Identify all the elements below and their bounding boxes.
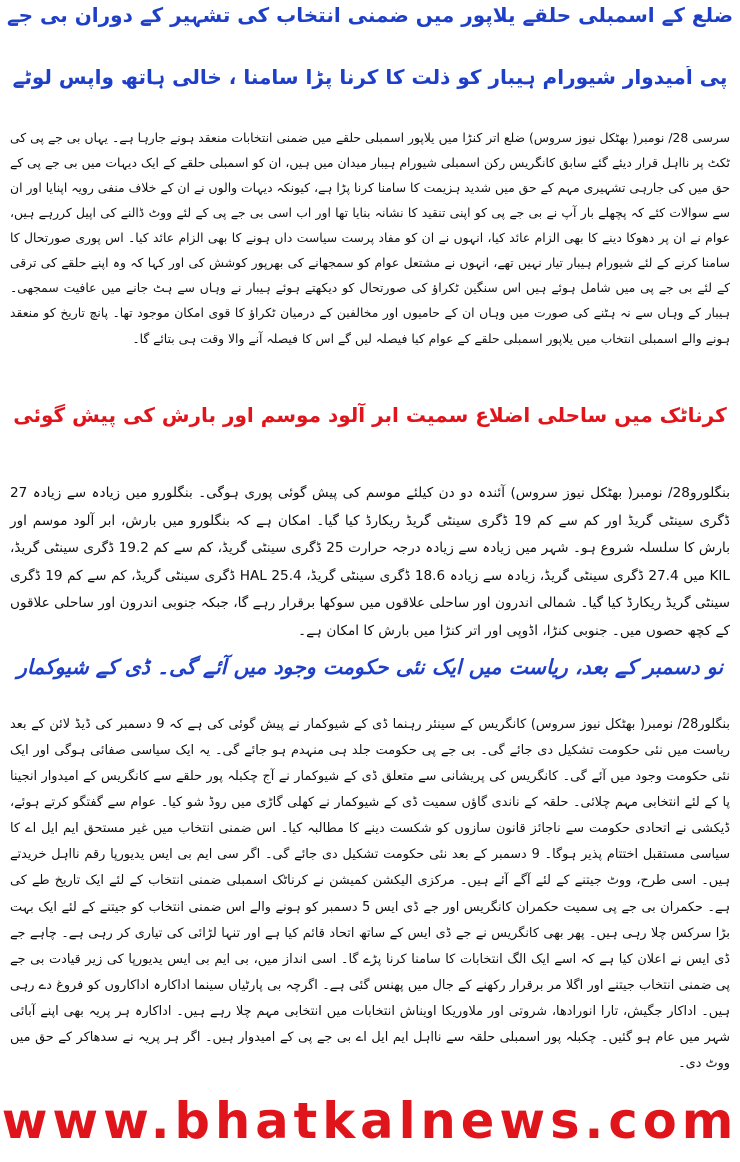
site-url-footer: www.bhatkalnews.com	[1, 1092, 739, 1150]
article2-headline: کرناٹک میں ساحلی اضلاع سمیت ابر آلود موسم اور بارش کی پیش گوئی	[13, 403, 727, 427]
article1-body: سرسی 28/ نومبر( بھٹکل نیوز سروس) ضلع اتر کنڑا میں یلاپور اسمبلی حلقے میں ضمنی انتخابات منعقد ہونے جارہا ہے۔ یہاں بی جے پی کی ٹکٹ پر نااہل قرار دیئے گئے سابق کانگریس رکن اسمبلی شیورام ہیبار میدان میں ہیں، ان کو اسمبلی حلقے کے ایک دیہات میں بی جے پی کے حق میں کی جارہی تشہیری مہم کے حق میں شدید ہزیمت کا سامنا کرنا پڑا ہے، کیونکہ دیہات والوں نے ان کے خلاف منفی رویہ اپنایا اور ان سے سوالات کئے کہ پچھلے بار آپ نے بی جے پی کو اپنی تنقید کا نشانہ بنایا تھا اور اب اسی بی جے پی کے لئے ووٹ ڈالنے کی اپیل کررہے ہیں، عوام نے ان پر دھوکا دینے کا بھی الزام عائد کیا، انہوں نے ان کو مفاد پرست سیاست داں ہونے کا بھی الزام عائد کیا۔ اس پوری صورتحال کا سامنا کرنے کے لئے شیورام ہیبار تیار نہیں تھے، انہوں نے مشتعل عوام کو سمجھانے کی بھرپور کوشش کی اور کہا کہ وہ اپنے حلقے کی ترقی کے لئے بی جے پی میں شامل ہوئے ہیں اس سنگین ٹکراؤ کی صورتحال کو دیکھتے ہوئے ہیبار نے وہاں سے ہٹ جانے میں عافیت سمجھی۔ ہیبار کے وہاں سے نہ ہٹنے کی صورت میں وہاں ان کے حامیوں اور مخالفین کے درمیان ٹکراؤ کا قوی امکان موجود تھا۔ پانچ تاریخ کو منعقد ہونے والے اسمبلی انتخاب میں یلاپور اسمبلی حلقے کے عوام کیا فیصلہ لیں گے اس کا فیصلہ آنے والا وقت ہی بتائے گا۔	[10, 131, 730, 346]
article1-headline-line2: پی اُمیدوار شیورام ہیبار کو ذلت کا کرنا پڑا سامنا ، خالی ہاتھ واپس لوٹے	[12, 66, 728, 89]
article1-headline-line1: ضلع کے اسمبلی حلقے یلاپور میں ضمنی انتخاب کی تشہیر کے دوران بی جے	[6, 4, 734, 27]
article3-body: بنگلور28/ نومبر( بھٹکل نیوز سروس) کانگریس کے سینئر رہنما ڈی کے شیوکمار نے پیش گوئی کی ہے کہ 9 دسمبر کی ڈیڈ لائن کے بعد ریاست میں نئی حکومت تشکیل دی جائے گی۔ بی جے پی حکومت جلد ہی منہدم ہو جائے گی۔ یہ ایک سیاسی صفائی ہوگی اور ایک نئی حکومت وجود میں آئے گی۔ کانگریس کی پریشانی سے متعلق ڈی کے شیوکمار نے آج چکبلہ پور حلقے سے کانگریس کے امیدوار انجینا پا کے لئے انتخابی مہم چلائی۔ حلقہ کے ناندی گاؤں سمیت ڈی کے شیوکمار نے کھلی گاڑی میں روڈ شو کیا۔ عوام سے گفتگو کرتے ہوئے، ڈیکشی نے اتحادی حکومت سے ناجائز قانون سازوں کو شکست دینے کا مطالبہ کیا۔ اس ضمنی انتخاب میں غیر مستحق ایم ایل اے کا سیاسی مستقبل اختتام پذیر ہوگا۔ 9 دسمبر کے بعد نئی حکومت تشکیل دی جائے گی۔ اگر سی ایم بی ایس یدیورپا رقم نااہل خریدتے ہیں۔ اسی طرح، ووٹ جیتنے کے لئے آگے آئے ہیں۔ مرکزی الیکشن کمیشن نے کرناٹک اسمبلی ضمنی انتخاب کے لئے ایک تاریخ طے کی ہے۔ حکمران بی جے پی سمیت حکمران کانگریس اور جے ڈی ایس 5 دسمبر کو ہونے والے اس ضمنی انتخاب کو جیتنے کے لئے ایک بہت بڑا سرکس چلا رہی ہیں۔ پھر بھی کانگریس نے جے ڈی ایس کے ساتھ اتحاد قائم کیا ہے اور تنہا لڑائی کی تیاری کر رہی ہے۔ چاہے جے ڈی ایس نے اعلان کیا ہے کہ اسے ایک الگ انتخابات کا سامنا کرنا پڑے گا۔ اسی انداز میں، بی ایم بی ایس یدیورپا کی زیر قیادت بی جے پی ضمنی انتخاب جیتنے اور اگلا مر برقرار رکھنے کے جال میں پھنس گئی ہے۔ اگرچہ بی پارٹیاں سینما اداکارہ اداکاروں کو فروغ دے رہی ہیں۔ اداکار جگیش، تارا انورادھا، شروتی اور ملاوریکا اویناش انتخابات میں انتخابی مہم چلا رہے ہیں۔ اداکارہ ہر پریہ بھی اپنے آبائی شہر میں عام ہو گئیں۔ چکبلہ پور اسمبلی حلقہ سے نااہل ایم ایل اے بی جے پی کے امیدوار ہیں۔ اگر ہر پریہ نے سدھاکر کے حق میں ووٹ دی۔	[10, 717, 731, 1072]
article2-body: بنگلورو28/ نومبر( بھٹکل نیوز سروس) آئندہ دو دن کیلئے موسم کی پیش گوئی پوری ہوگی۔ بنگلورو میں زیادہ سے زیادہ 27 ڈگری سینٹی گریڈ اور کم سے کم 19 ڈگری سینٹی گریڈ ریکارڈ کیا گیا۔ امکان ہے کہ بنگلورو میں بارش، ابر آلود موسم اور بارش کا سلسلہ شروع ہو۔ شہر میں زیادہ سے زیادہ درجہ حرارت 25 ڈگری سینٹی گریڈ، کم سے کم 19.2 ڈگری سینٹی گریڈ، KIL میں 27.4 ڈگری سینٹی گریڈ، زیادہ سے زیادہ 18.6 ڈگری سینٹی گریڈ، HAL 25.4 ڈگری سینٹی گریڈ، کم سے کم 19 ڈگری سینٹی گریڈ ریکارڈ کیا گیا۔ شمالی اندرون اور ساحلی علاقوں میں سوکھا برقرار رہے گا، جبکہ جنوبی اندرون اور ساحلی علاقوں کے کچھ حصوں میں۔ جنوبی کنڑا، اڈوپی اور اتر کنڑا میں بارش کا امکان ہے۔	[10, 485, 730, 639]
article3-headline: نو دسمبر کے بعد، ریاست میں ایک نئی حکومت وجود میں آئے گی۔ ڈی کے شیوکمار	[16, 655, 724, 679]
